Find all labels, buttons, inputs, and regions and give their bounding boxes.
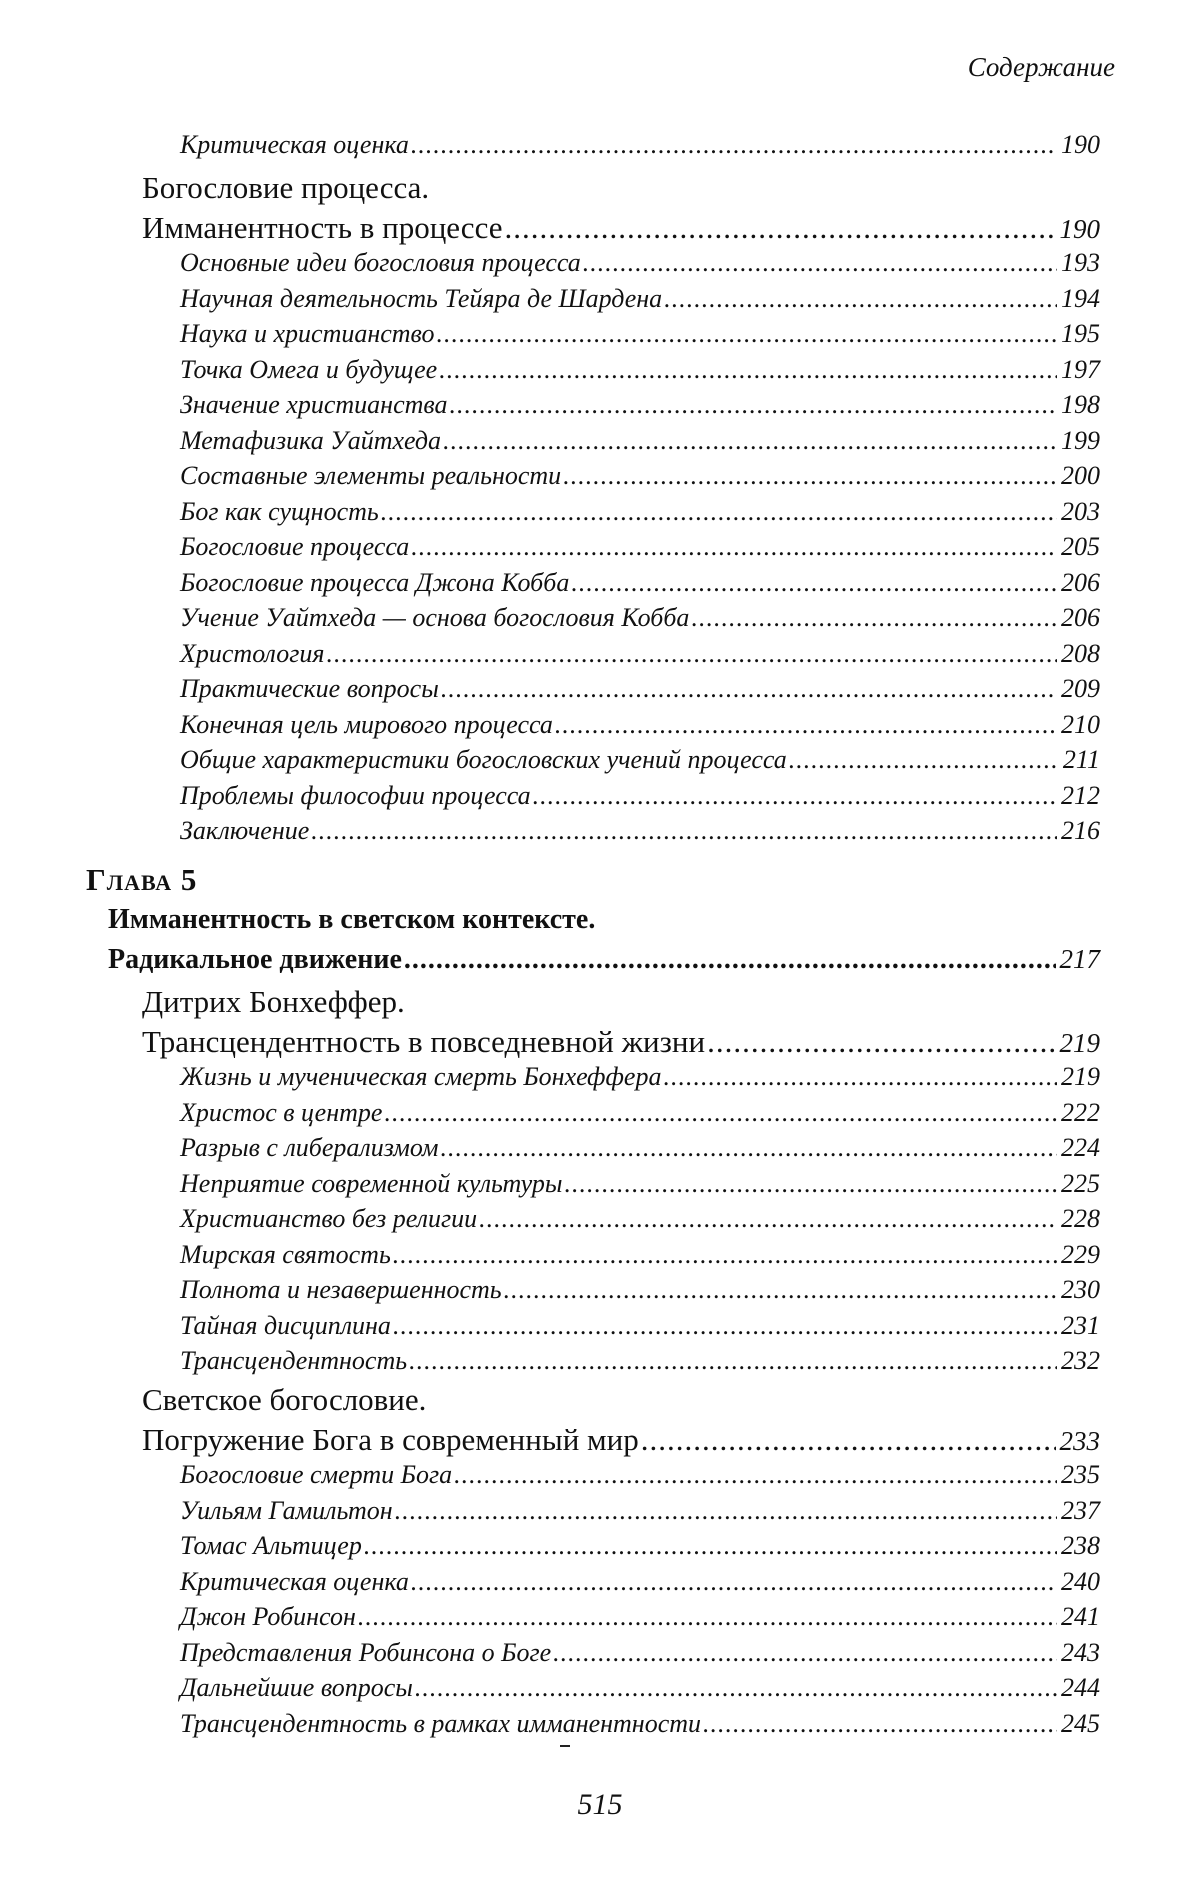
section-heading (142, 210, 1100, 250)
toc-entry-page: 203 (1061, 496, 1100, 526)
chapter-title (108, 944, 1100, 976)
toc-entry-page: 211 (1062, 745, 1100, 774)
toc-entry-page: 198 (1061, 390, 1100, 419)
toc-entry-page: 228 (1061, 1204, 1100, 1233)
toc-entry-page: 225 (1061, 1168, 1100, 1198)
toc-entry-title: Богословие смерти Бога (180, 1460, 453, 1489)
toc-leader-dots (326, 639, 1057, 669)
toc-entry (180, 1531, 1100, 1567)
toc-entry (180, 390, 1100, 426)
toc-entry-page: 210 (1061, 709, 1100, 739)
toc-leader-dots (395, 1496, 1057, 1526)
toc-entry (180, 1496, 1100, 1532)
toc-leader-dots (533, 781, 1057, 811)
toc-entry (180, 532, 1100, 568)
section-heading-page: 233 (1059, 1426, 1100, 1456)
toc-entry-title: Конечная цель мирового процесса (180, 709, 553, 739)
section-heading (142, 1024, 1100, 1064)
section-heading (142, 1422, 1100, 1462)
toc-entry-page: 199 (1061, 425, 1100, 455)
toc-leader-dots (641, 1422, 1056, 1458)
toc-entry-page: 190 (1061, 130, 1100, 159)
page-number: 515 (577, 1788, 623, 1821)
toc-entry-title: Составные элементы реальности (180, 461, 562, 490)
toc-entry-title: Критическая оценка (180, 130, 409, 159)
toc-entry (180, 1169, 1100, 1205)
toc-leader-dots (555, 710, 1057, 740)
toc-leader-dots (311, 816, 1057, 846)
toc-entry-title: Проблемы философии процесса (180, 780, 531, 810)
toc-entry-title: Полнота и незавершенность (180, 1275, 502, 1304)
toc-leader-dots (393, 1240, 1057, 1270)
toc-entry-page: 243 (1061, 1637, 1100, 1667)
toc-entry-title: Богословие процесса Джона Кобба (180, 567, 570, 597)
toc-entry-title: Практические вопросы (180, 674, 439, 703)
toc-entry-page: 240 (1061, 1566, 1100, 1596)
toc-entry (180, 1567, 1100, 1603)
toc-leader-dots (789, 745, 1059, 775)
toc-entry-page: 208 (1061, 638, 1100, 668)
toc-leader-dots (393, 1311, 1057, 1341)
toc-entry-page: 219 (1061, 1062, 1100, 1091)
toc-entry-title: Трансцендентность в рамках имманентности (180, 1708, 702, 1738)
toc-leader-dots (691, 603, 1057, 633)
toc-leader-dots (415, 1673, 1057, 1703)
toc-leader-dots (454, 1460, 1057, 1490)
toc-entry (180, 1275, 1100, 1311)
toc-leader-dots (504, 1275, 1057, 1305)
toc-leader-dots (409, 1346, 1057, 1376)
toc-entry (180, 1673, 1100, 1709)
toc-entry-title: Христианство без религии (180, 1204, 478, 1233)
toc-entry-title: Жизнь и мученическая смерть Бонхеффера (180, 1062, 662, 1091)
toc-entry-title: Общие характеристики богословских учений процесса (180, 745, 787, 774)
toc-entry-page: 209 (1061, 674, 1100, 703)
toc-entry (180, 710, 1100, 746)
toc-entry-page: 241 (1061, 1602, 1100, 1631)
toc-entry-page: 237 (1061, 1495, 1100, 1525)
toc-entry-title: Неприятие современной культуры (180, 1168, 563, 1198)
toc-entry-page: 193 (1061, 248, 1100, 277)
toc-entry (180, 603, 1100, 639)
toc-entry-title: Мирская святость (180, 1239, 391, 1269)
section-heading-page: 190 (1059, 214, 1100, 244)
toc-entry-title: Метафизика Уайтхеда (180, 425, 442, 455)
toc-entry-title: Значение христианства (180, 390, 448, 419)
decorative-mark (560, 1745, 570, 1747)
toc-entry (180, 1602, 1100, 1638)
toc-entry (180, 461, 1100, 497)
running-header: Содержание (967, 52, 1115, 82)
toc-entry-title: Уильям Гамильтон (180, 1495, 393, 1525)
toc-entry (180, 1098, 1100, 1134)
toc-entry (180, 1638, 1100, 1674)
toc-entry-title: Разрыв с либерализмом (180, 1133, 439, 1162)
toc-entry-page: 238 (1061, 1531, 1100, 1560)
toc-entry-title: Томас Альтицер (180, 1531, 362, 1560)
toc-entry (180, 1133, 1100, 1169)
toc-leader-dots (664, 284, 1057, 314)
toc-entry (180, 319, 1100, 355)
toc-leader-dots (479, 1204, 1057, 1234)
toc-leader-dots (411, 130, 1057, 160)
chapter-title-line1: Имманентность в светском контексте. (108, 904, 596, 935)
toc-entry (180, 568, 1100, 604)
toc-entry (180, 355, 1100, 391)
toc-entry-title: Учение Уайтхеда — основа богословия Кобба (180, 603, 690, 632)
toc-leader-dots (441, 674, 1057, 704)
toc-entry-page: 195 (1061, 319, 1100, 348)
toc-leader-dots (437, 319, 1057, 349)
toc-entry-page: 222 (1061, 1097, 1100, 1127)
toc-entry (180, 284, 1100, 320)
chapter-page: 217 (1059, 944, 1100, 974)
toc-entry-page: 245 (1061, 1708, 1100, 1738)
chapter-label: Глава 5 (86, 862, 198, 897)
toc-entry-page: 216 (1061, 816, 1100, 845)
toc-entry-title: Джон Робинсон (180, 1602, 356, 1631)
toc-entry-page: 200 (1061, 461, 1100, 490)
toc-entry (180, 497, 1100, 533)
toc-entry (180, 130, 1100, 166)
toc-entry-title: Научная деятельность Тейяра де Шардена (180, 283, 663, 313)
toc-entry (180, 1062, 1100, 1098)
toc-entry (180, 1709, 1100, 1745)
toc-leader-dots (583, 248, 1057, 278)
toc-entry-page: 212 (1061, 780, 1100, 810)
toc-entry-page: 206 (1061, 567, 1100, 597)
toc-entry (180, 1240, 1100, 1276)
toc-entry-title: Наука и христианство (180, 319, 435, 348)
toc-leader-dots (443, 426, 1057, 456)
toc-entry-page: 244 (1061, 1673, 1100, 1702)
toc-leader-dots (439, 355, 1057, 385)
toc-entry (180, 248, 1100, 284)
toc-entry-page: 231 (1061, 1310, 1100, 1340)
toc-leader-dots (364, 1531, 1057, 1561)
section-heading-line2: Имманентность в процессе (142, 210, 503, 245)
toc-entry (180, 816, 1100, 852)
toc-entry-page: 229 (1061, 1239, 1100, 1269)
section-heading-line1: Дитрих Бонхеффер. (142, 984, 405, 1019)
section-heading-line1: Богословие процесса. (142, 170, 430, 205)
toc-leader-dots (381, 497, 1057, 527)
toc-entry-page: 224 (1061, 1133, 1100, 1162)
toc-entry-title: Точка Омега и будущее (180, 354, 438, 384)
toc-entry (180, 426, 1100, 462)
toc-leader-dots (553, 1638, 1057, 1668)
toc-leader-dots (440, 1133, 1057, 1163)
toc-leader-dots (450, 390, 1058, 420)
toc-leader-dots (411, 532, 1057, 562)
toc-leader-dots (404, 944, 1056, 976)
toc-entry (180, 1346, 1100, 1382)
toc-leader-dots (571, 568, 1057, 598)
toc-leader-dots (411, 1567, 1057, 1597)
toc-entry (180, 674, 1100, 710)
toc-entry-page: 235 (1061, 1460, 1100, 1489)
section-heading-line1: Светское богословие. (142, 1382, 427, 1417)
toc-entry-title: Представления Робинсона о Боге (180, 1637, 552, 1667)
section-heading-page: 219 (1059, 1028, 1100, 1058)
toc-entry-title: Заключение (180, 816, 310, 845)
toc-leader-dots (564, 1169, 1057, 1199)
toc-entry-page: 230 (1061, 1275, 1100, 1304)
toc-entry-title: Критическая оценка (180, 1566, 409, 1596)
toc-entry-title: Трансцендентность (180, 1346, 408, 1375)
toc-entry-title: Дальнейшие вопросы (180, 1673, 413, 1702)
toc-entry (180, 1460, 1100, 1496)
toc-leader-dots (563, 461, 1057, 491)
toc-leader-dots (707, 1024, 1055, 1060)
toc-entry-title: Основные идеи богословия процесса (180, 248, 581, 277)
toc-entry-page: 197 (1061, 354, 1100, 384)
toc-entry-title: Христология (180, 638, 325, 668)
toc-entry (180, 1311, 1100, 1347)
toc-entry (180, 781, 1100, 817)
toc-entry-page: 206 (1061, 603, 1100, 632)
toc-leader-dots (358, 1602, 1057, 1632)
toc-entry-page: 194 (1061, 283, 1100, 313)
toc-entry-title: Бог как сущность (180, 496, 379, 526)
toc-entry (180, 1204, 1100, 1240)
toc-leader-dots (703, 1709, 1057, 1739)
toc-leader-dots (384, 1098, 1057, 1128)
toc-leader-dots (504, 210, 1055, 246)
toc-leader-dots (663, 1062, 1057, 1092)
toc-entry-page: 205 (1061, 532, 1100, 561)
toc-entry (180, 639, 1100, 675)
section-heading-line2: Погружение Бога в современный мир (142, 1422, 639, 1457)
section-heading-line2: Трансцендентность в повседневной жизни (142, 1024, 706, 1059)
toc-entry-title: Тайная дисциплина (180, 1310, 391, 1340)
toc-entry-page: 232 (1061, 1346, 1100, 1375)
toc-entry-title: Богословие процесса (180, 532, 410, 561)
toc-entry-title: Христос в центре (180, 1097, 383, 1127)
chapter-title-line2: Радикальное движение (108, 944, 402, 975)
toc-entry (180, 745, 1100, 781)
